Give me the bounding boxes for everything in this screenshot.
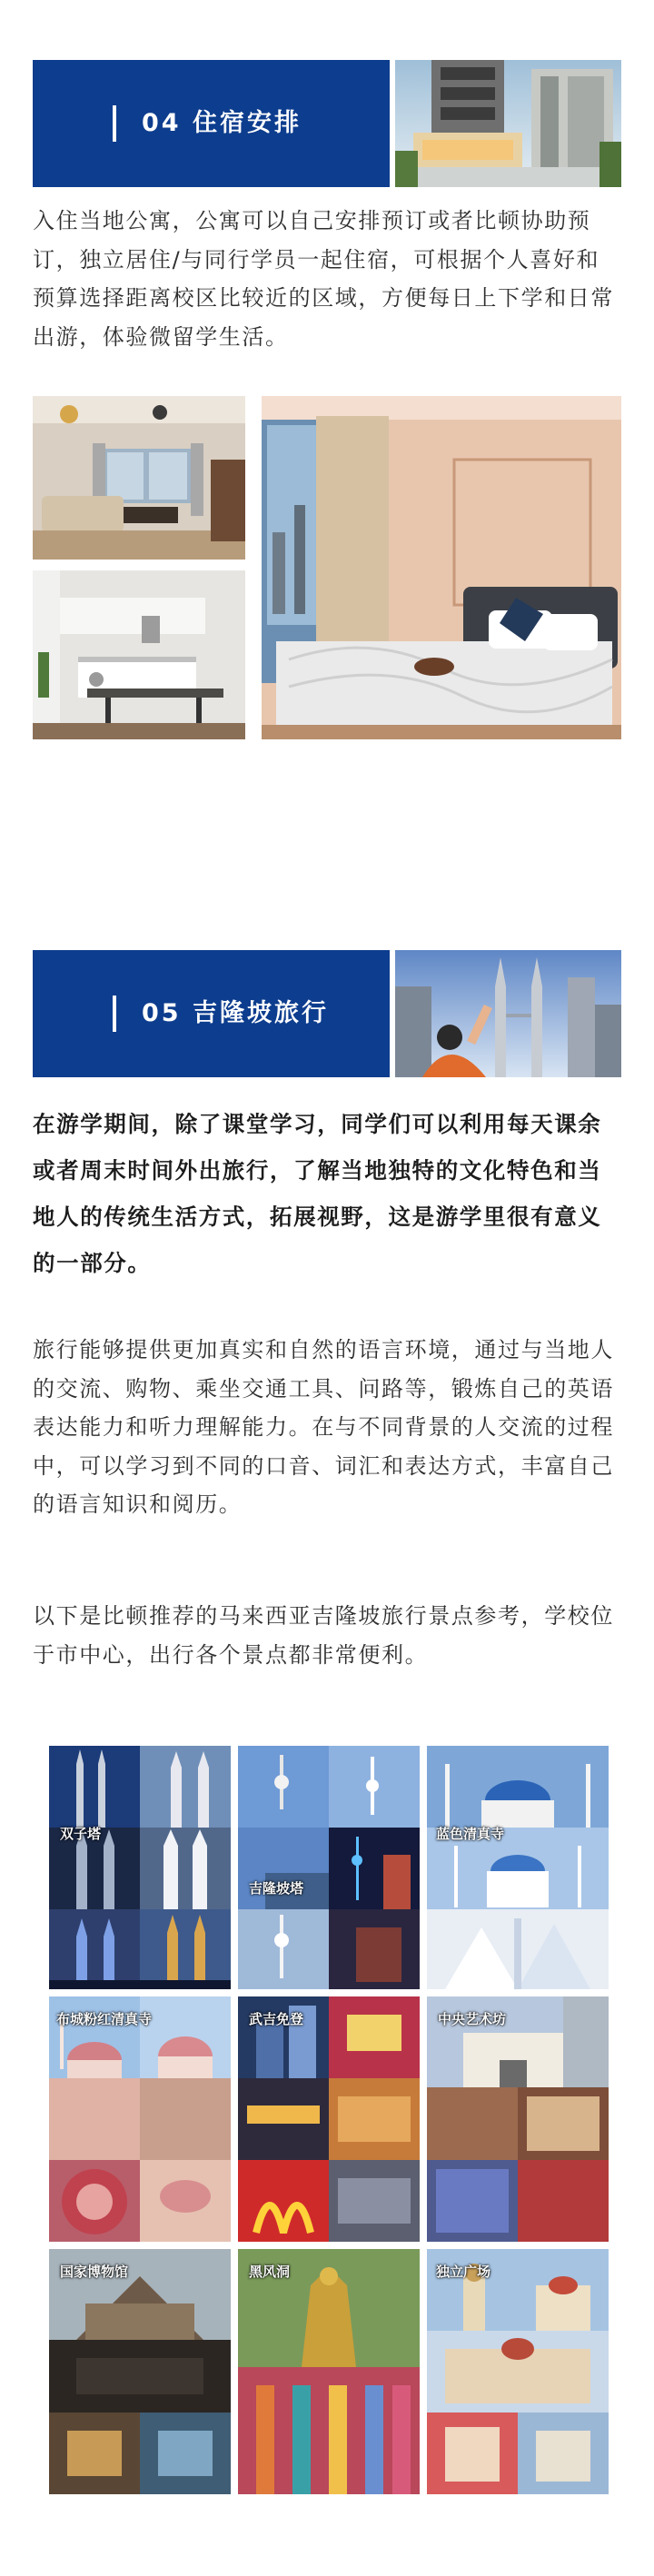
attraction-tile-putra-mosque [49, 1996, 231, 2242]
recommendation-paragraph: 以下是比顿推荐的马来西亚吉隆坡旅行景点参考，学校位于市中心，出行各个景点都非常便利。 [33, 1603, 614, 1668]
living-room-photo [33, 396, 245, 560]
section-title: 04 住宿安排 [142, 109, 302, 137]
attraction-label: 蓝色清真寺 [436, 1826, 505, 1842]
attraction-label: 吉隆坡塔 [249, 1880, 304, 1897]
attraction-label: 黑风洞 [249, 2264, 291, 2280]
accommodation-paragraph: 入住当地公寓，公寓可以自己安排预订或者比顿协助预订，独立居住/与同行学员一起住宿，可根据个人喜好和预算选择距离校区比较近的区域，方便每日上下学和日常出游，体验微留学生活。 [33, 208, 614, 350]
kitchen-dining-photo [33, 570, 245, 739]
travel-intro-paragraph: 在游学期间，除了课堂学习，同学们可以利用每天课余或者周末时间外出旅行，了解当地独特的文化特色和当地人的传统生活方式，拓展视野，这是游学里很有意义的一部分。 [33, 1111, 602, 1276]
section-banner-accommodation [33, 60, 621, 187]
attraction-tile-batu-caves [238, 2249, 420, 2494]
attraction-label: 布城粉红清真寺 [56, 2011, 153, 2027]
apartment-building-photo [395, 60, 621, 187]
attraction-label: 双子塔 [60, 1826, 102, 1842]
bedroom-photo [262, 396, 621, 739]
attraction-tile-kl-tower [238, 1746, 420, 1989]
section-banner-travel [33, 950, 621, 1077]
attraction-tile-blue-mosque [427, 1746, 609, 1989]
attraction-tile-bukit-bintang [238, 1996, 420, 2242]
petronas-towers-photo [395, 950, 621, 1077]
attraction-label: 独立广场 [436, 2264, 491, 2280]
attraction-tile-national-museum [49, 2249, 231, 2494]
attraction-label: 中央艺术坊 [438, 2011, 507, 2027]
attraction-tile-merdeka-square [427, 2249, 609, 2494]
section-title: 05 吉隆坡旅行 [142, 999, 329, 1027]
attraction-tile-central-market [427, 1996, 609, 2242]
attraction-label: 国家博物馆 [60, 2264, 129, 2280]
banner-accent-bar [113, 996, 116, 1032]
attraction-label: 武吉免登 [249, 2011, 304, 2027]
banner-accent-bar [113, 105, 116, 142]
language-benefit-paragraph: 旅行能够提供更加真实和自然的语言环境，通过与当地人的交流、购物、乘坐交通工具、问路等，锻炼自己的英语表达能力和听力理解能力。在与不同背景的人交流的过程中，可以学习到不同的口音、词汇和表达方式，丰富自己的语言知识和阅历。 [33, 1337, 614, 1517]
attraction-tile-petronas [49, 1746, 231, 1989]
